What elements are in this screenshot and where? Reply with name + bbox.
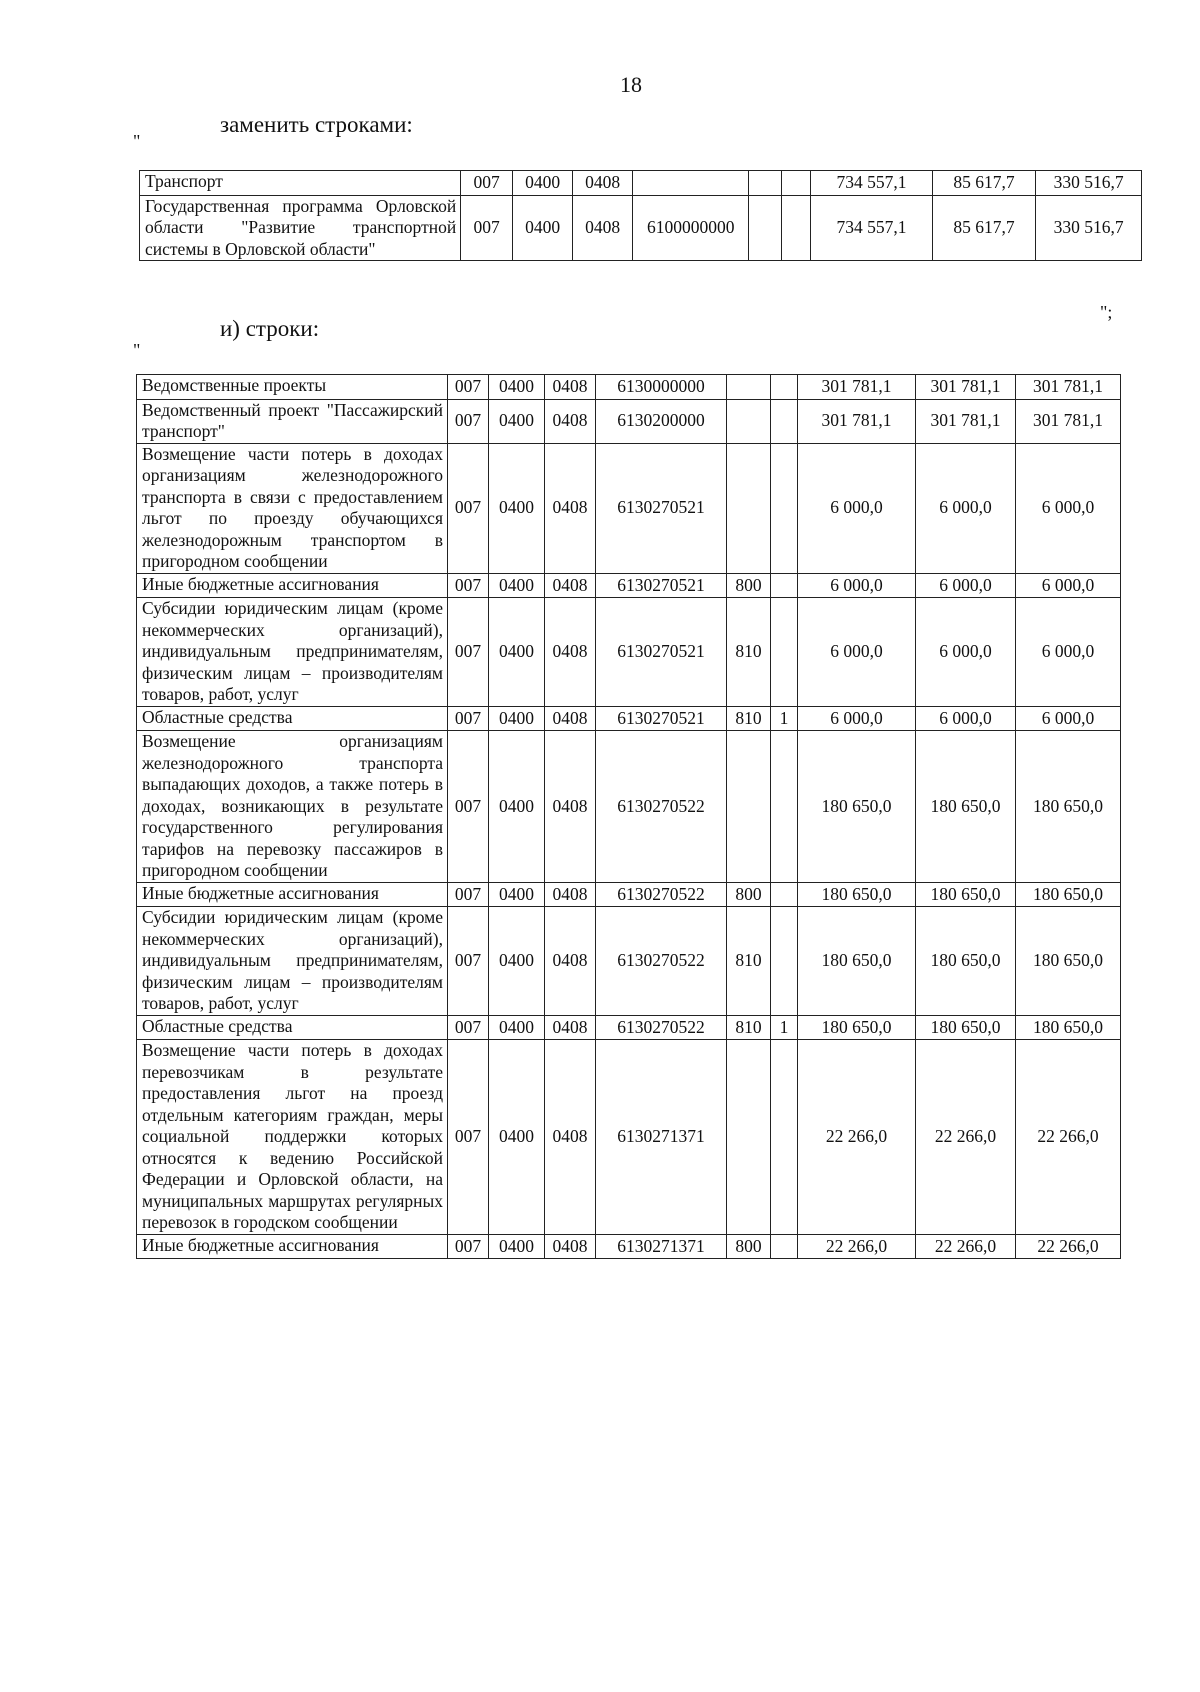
table-row [137, 399, 1121, 443]
amount-year-2: 85 617,7 [932, 171, 1036, 196]
code-target-article: 6100000000 [633, 195, 749, 261]
amount-year-1: 180 650,0 [798, 731, 916, 883]
amount-year-2: 22 266,0 [916, 1234, 1016, 1259]
code-funding-source [771, 882, 798, 907]
code-section: 0400 [489, 1040, 545, 1235]
code-ministry: 007 [461, 171, 513, 196]
code-ministry: 007 [448, 1040, 489, 1235]
amount-year-3: 180 650,0 [1016, 882, 1121, 907]
new-rows-table [136, 374, 1121, 1259]
code-target-article: 6130270521 [596, 706, 727, 731]
code-funding-source [771, 375, 798, 400]
row-name: Субсидии юридическим лицам (кроме некоммерческих организаций), индивидуальным предпринимателям, физическим лицам – производителям товаров, работ, услуг [137, 598, 448, 707]
row-name: Транспорт [140, 171, 461, 196]
open-quote-1: " [133, 131, 141, 151]
code-funding-source: 1 [771, 706, 798, 731]
table-row [137, 443, 1121, 573]
code-ministry: 007 [448, 443, 489, 573]
code-ministry: 007 [448, 882, 489, 907]
table-row [140, 171, 1142, 196]
code-section: 0400 [489, 1234, 545, 1259]
row-name: Ведомственный проект "Пассажирский транспорт" [137, 399, 448, 443]
row-name: Государственная программа Орловской области "Развитие транспортной системы в Орловской области" [140, 195, 461, 261]
code-expense-type [727, 375, 771, 400]
code-expense-type [727, 1040, 771, 1235]
code-target-article: 6130270522 [596, 1015, 727, 1040]
amount-year-1: 180 650,0 [798, 907, 916, 1016]
amount-year-2: 180 650,0 [916, 731, 1016, 883]
code-target-article: 6130270521 [596, 598, 727, 707]
row-name: Областные средства [137, 1015, 448, 1040]
row-name: Возмещение организациям железнодорожного транспорта выпадающих доходов, а также потерь в доходах, возникающих в результате государственного регулирования тарифов на перевозку пассажиров в пригородном сообщении [137, 731, 448, 883]
code-expense-type: 810 [727, 706, 771, 731]
table-row [137, 882, 1121, 907]
code-section: 0400 [489, 706, 545, 731]
code-subsection: 0408 [545, 1040, 596, 1235]
amount-year-3: 22 266,0 [1016, 1040, 1121, 1235]
amount-year-3: 6 000,0 [1016, 706, 1121, 731]
amount-year-3: 6 000,0 [1016, 598, 1121, 707]
amount-year-1: 6 000,0 [798, 443, 916, 573]
row-name: Иные бюджетные ассигнования [137, 573, 448, 598]
amount-year-2: 301 781,1 [916, 375, 1016, 400]
code-section: 0400 [489, 882, 545, 907]
heading-replace-with: заменить строками: [220, 112, 413, 137]
code-ministry: 007 [448, 399, 489, 443]
code-funding-source [771, 443, 798, 573]
code-expense-type [749, 195, 782, 261]
code-expense-type: 800 [727, 573, 771, 598]
code-target-article: 6130270522 [596, 882, 727, 907]
code-subsection: 0408 [545, 882, 596, 907]
row-name: Возмещение части потерь в доходах перевозчикам в результате предоставления льгот на проезд отдельным категориям граждан, меры социальной поддержки которых относятся к ведению Российской Федерации и Орловской области, на муниципальных маршрутах регулярных перевозок в городском сообщении [137, 1040, 448, 1235]
close-quote: "; [1100, 302, 1113, 322]
code-subsection: 0408 [545, 443, 596, 573]
amount-year-3: 301 781,1 [1016, 399, 1121, 443]
code-target-article: 6130270522 [596, 731, 727, 883]
amount-year-1: 734 557,1 [811, 171, 932, 196]
code-funding-source [771, 399, 798, 443]
replacement-table [139, 170, 1142, 261]
row-name: Областные средства [137, 706, 448, 731]
row-name: Иные бюджетные ассигнования [137, 1234, 448, 1259]
code-subsection: 0408 [545, 1234, 596, 1259]
amount-year-2: 6 000,0 [916, 706, 1016, 731]
amount-year-1: 180 650,0 [798, 1015, 916, 1040]
table-row [137, 1015, 1121, 1040]
code-funding-source [771, 1234, 798, 1259]
code-ministry: 007 [448, 598, 489, 707]
code-target-article [633, 171, 749, 196]
table-row [137, 706, 1121, 731]
code-section: 0400 [489, 443, 545, 573]
code-funding-source [771, 573, 798, 598]
code-target-article: 6130271371 [596, 1234, 727, 1259]
amount-year-1: 734 557,1 [811, 195, 932, 261]
table-row [137, 1040, 1121, 1235]
amount-year-2: 22 266,0 [916, 1040, 1016, 1235]
code-funding-source [782, 171, 811, 196]
code-section: 0400 [489, 375, 545, 400]
code-target-article: 6130200000 [596, 399, 727, 443]
code-expense-type: 800 [727, 882, 771, 907]
amount-year-2: 85 617,7 [932, 195, 1036, 261]
amount-year-2: 301 781,1 [916, 399, 1016, 443]
code-section: 0400 [489, 399, 545, 443]
amount-year-1: 180 650,0 [798, 882, 916, 907]
code-target-article: 6130270521 [596, 443, 727, 573]
code-subsection: 0408 [545, 706, 596, 731]
code-ministry: 007 [461, 195, 513, 261]
code-funding-source [771, 1040, 798, 1235]
code-funding-source [771, 598, 798, 707]
amount-year-1: 22 266,0 [798, 1234, 916, 1259]
code-ministry: 007 [448, 1015, 489, 1040]
code-expense-type: 810 [727, 1015, 771, 1040]
code-subsection: 0408 [573, 171, 633, 196]
open-quote-2: " [133, 340, 141, 360]
amount-year-2: 6 000,0 [916, 573, 1016, 598]
code-ministry: 007 [448, 1234, 489, 1259]
code-subsection: 0408 [545, 731, 596, 883]
table-row [137, 907, 1121, 1016]
code-subsection: 0408 [545, 907, 596, 1016]
table-row [137, 598, 1121, 707]
row-name: Иные бюджетные ассигнования [137, 882, 448, 907]
table-row [137, 1234, 1121, 1259]
code-target-article: 6130270522 [596, 907, 727, 1016]
row-name: Ведомственные проекты [137, 375, 448, 400]
code-section: 0400 [489, 573, 545, 598]
code-section: 0400 [489, 598, 545, 707]
amount-year-3: 301 781,1 [1016, 375, 1121, 400]
code-target-article: 6130271371 [596, 1040, 727, 1235]
amount-year-3: 330 516,7 [1036, 171, 1142, 196]
amount-year-3: 22 266,0 [1016, 1234, 1121, 1259]
amount-year-1: 6 000,0 [798, 598, 916, 707]
code-expense-type: 810 [727, 907, 771, 1016]
table-row [137, 375, 1121, 400]
code-subsection: 0408 [545, 1015, 596, 1040]
row-name: Субсидии юридическим лицам (кроме некоммерческих организаций), индивидуальным предпринимателям, физическим лицам – производителям товаров, работ, услуг [137, 907, 448, 1016]
code-target-article: 6130000000 [596, 375, 727, 400]
code-expense-type [727, 731, 771, 883]
amount-year-2: 180 650,0 [916, 882, 1016, 907]
heading-and-rows: и) строки: [220, 316, 320, 341]
amount-year-3: 180 650,0 [1016, 1015, 1121, 1040]
code-ministry: 007 [448, 375, 489, 400]
code-ministry: 007 [448, 706, 489, 731]
code-ministry: 007 [448, 907, 489, 1016]
code-section: 0400 [489, 731, 545, 883]
amount-year-3: 6 000,0 [1016, 443, 1121, 573]
code-funding-source [771, 731, 798, 883]
amount-year-3: 180 650,0 [1016, 731, 1121, 883]
code-expense-type: 810 [727, 598, 771, 707]
code-subsection: 0408 [545, 399, 596, 443]
table-row [137, 731, 1121, 883]
code-funding-source [782, 195, 811, 261]
amount-year-2: 6 000,0 [916, 598, 1016, 707]
amount-year-1: 6 000,0 [798, 706, 916, 731]
amount-year-3: 330 516,7 [1036, 195, 1142, 261]
amount-year-1: 6 000,0 [798, 573, 916, 598]
amount-year-3: 180 650,0 [1016, 907, 1121, 1016]
code-section: 0400 [489, 1015, 545, 1040]
amount-year-1: 22 266,0 [798, 1040, 916, 1235]
code-ministry: 007 [448, 731, 489, 883]
amount-year-2: 180 650,0 [916, 907, 1016, 1016]
code-section: 0400 [489, 907, 545, 1016]
code-subsection: 0408 [573, 195, 633, 261]
amount-year-1: 301 781,1 [798, 375, 916, 400]
table-row [137, 573, 1121, 598]
table-row [140, 195, 1142, 261]
code-funding-source: 1 [771, 1015, 798, 1040]
code-expense-type: 800 [727, 1234, 771, 1259]
code-expense-type [727, 443, 771, 573]
amount-year-2: 6 000,0 [916, 443, 1016, 573]
amount-year-1: 301 781,1 [798, 399, 916, 443]
code-expense-type [727, 399, 771, 443]
code-subsection: 0408 [545, 573, 596, 598]
code-subsection: 0408 [545, 598, 596, 707]
page-number: 18 [620, 72, 642, 97]
code-target-article: 6130270521 [596, 573, 727, 598]
code-ministry: 007 [448, 573, 489, 598]
code-subsection: 0408 [545, 375, 596, 400]
row-name: Возмещение части потерь в доходах организациям железнодорожного транспорта в связи с предоставлением льгот по проезду обучающихся железнодорожным транспортом в пригородном сообщении [137, 443, 448, 573]
code-section: 0400 [513, 171, 573, 196]
code-expense-type [749, 171, 782, 196]
code-section: 0400 [513, 195, 573, 261]
amount-year-3: 6 000,0 [1016, 573, 1121, 598]
code-funding-source [771, 907, 798, 1016]
amount-year-2: 180 650,0 [916, 1015, 1016, 1040]
